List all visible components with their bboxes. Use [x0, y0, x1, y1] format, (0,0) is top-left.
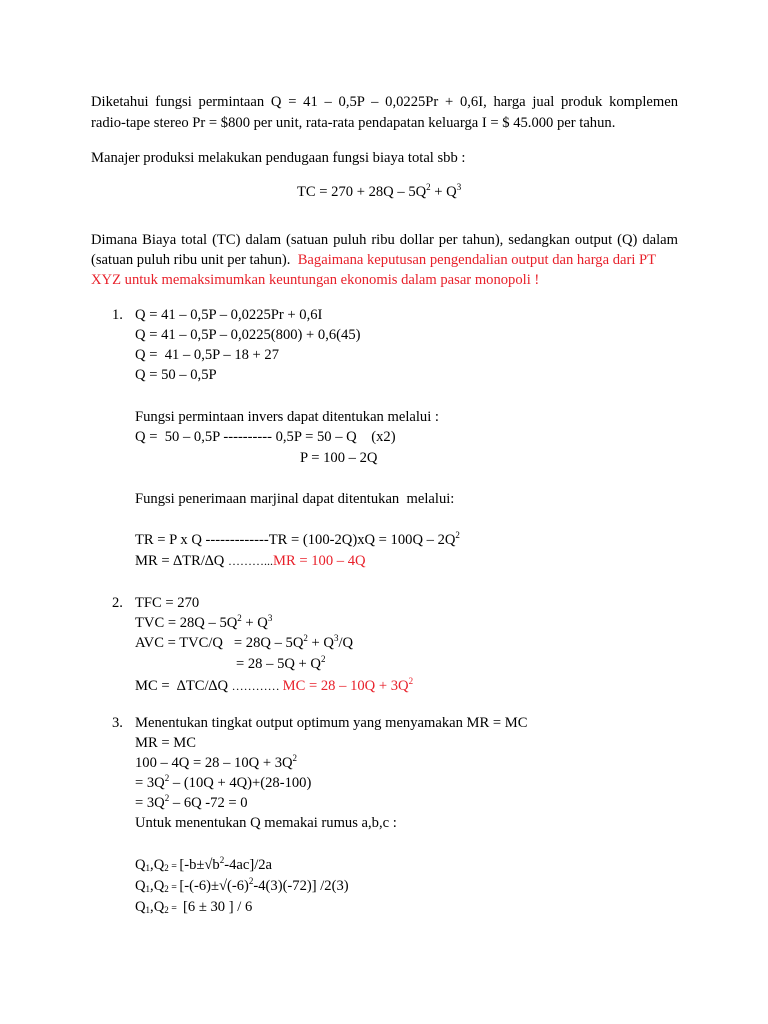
tvc-cube: 3 — [267, 613, 273, 623]
s3-line-3-text: 100 – 4Q = 28 – 10Q + 3Q — [135, 755, 293, 771]
f2-b: -4(3)(-72)] /2(3) — [253, 878, 349, 894]
f1-b: -4ac]/2a — [224, 857, 273, 873]
s3-line-4-square: 2 — [164, 773, 170, 783]
avc-text: AVC = TVC/Q = 28Q – 5Q — [135, 635, 304, 651]
avc-cube: 3 — [333, 633, 339, 643]
tr-square: 2 — [455, 530, 460, 540]
mc-result — [283, 678, 413, 694]
mr-result: MR = 100 – 4Q — [273, 553, 366, 569]
where-line-2-black: (satuan puluh ribu unit per tahun). — [91, 252, 291, 268]
tc-equation — [297, 182, 461, 202]
tc-mid: + Q — [430, 184, 457, 200]
s3-line-2: MR = MC — [135, 735, 196, 751]
tvc-mid: + Q — [241, 615, 268, 631]
mr-dots: ………... — [228, 554, 273, 568]
avc-line-2 — [236, 654, 325, 674]
f3-sub1: 1 — [145, 905, 151, 915]
avc-square: 2 — [303, 633, 308, 643]
tc-main: TC = 270 + 28Q – 5Q — [297, 184, 427, 200]
tc-cube: 3 — [456, 182, 462, 192]
s3-line-5-a: = 3Q — [135, 795, 165, 811]
f2-eq: = — [168, 882, 180, 893]
inverse-demand-line-2: P = 100 – 2Q — [300, 450, 378, 466]
f1-square: 2 — [219, 855, 225, 865]
s3-line-4-b: – (10Q + 4Q)+(28-100) — [169, 775, 312, 791]
f3-qmid: ,Q — [150, 899, 165, 915]
f2-q: Q — [135, 878, 146, 894]
tvc-text: TVC = 28Q – 5Q — [135, 615, 238, 631]
s3-line-1: Menentukan tingkat output optimum yang menyamakan MR = MC — [135, 715, 528, 731]
s3-line-5-b: – 6Q -72 = 0 — [169, 795, 248, 811]
intro-line-1: Diketahui fungsi permintaan Q = 41 – 0,5P – 0,0225Pr + 0,6I, harga jual produk komplemen — [91, 94, 678, 110]
f1-sub2: 2 — [164, 863, 169, 873]
section-1-number: 1. — [112, 307, 123, 323]
inverse-demand-line-1: Q = 50 – 0,5P ---------- 0,5P = 50 – Q (x2) — [135, 429, 396, 445]
avc2-text: = 28 – 5Q + Q — [236, 656, 321, 672]
avc2-square: 2 — [320, 654, 326, 664]
f1-a: [-b±√b — [179, 857, 220, 873]
s1-line-1: Q = 41 – 0,5P – 0,0225Pr + 0,6I — [135, 307, 323, 323]
f2-square: 2 — [248, 876, 254, 886]
s1-line-4: Q = 50 – 0,5P — [135, 367, 217, 383]
s3-line-3-square: 2 — [292, 753, 298, 763]
f1-qmid: ,Q — [150, 857, 165, 873]
tfc-line: TFC = 270 — [135, 595, 200, 611]
s3-line-5 — [135, 793, 248, 813]
where-line-2 — [91, 250, 656, 270]
tc-square: 2 — [426, 182, 431, 192]
mc-square: 2 — [408, 676, 414, 686]
s3-line-4 — [135, 773, 311, 793]
s1-line-2: Q = 41 – 0,5P – 0,0225(800) + 0,6(45) — [135, 327, 361, 343]
section-2-number: 2. — [112, 595, 123, 611]
question-red-2: XYZ untuk memaksimumkan keuntungan ekonomis dalam pasar monopoli ! — [91, 272, 540, 288]
inverse-demand-title: Fungsi permintaan invers dapat ditentukan melalui : — [135, 409, 439, 425]
f3-text: [6 ± 30 ] / 6 — [179, 899, 253, 915]
mc-result-text: MC = 28 – 10Q + 3Q — [282, 678, 409, 694]
avc-mid: + Q — [307, 635, 334, 651]
s3-line-6: Untuk menentukan Q memakai rumus a,b,c : — [135, 815, 397, 831]
question-red-1: Bagaimana keputusan pengendalian output dan harga dari PT — [297, 252, 657, 268]
section-3-number: 3. — [112, 715, 123, 731]
f1-q: Q — [135, 857, 146, 873]
f3-sub2: 2 — [164, 905, 169, 915]
where-line-1: Dimana Biaya total (TC) dalam (satuan puluh ribu dollar per tahun), sedangkan output (Q) dalam — [91, 232, 678, 248]
marginal-revenue-title: Fungsi penerimaan marjinal dapat ditentukan melalui: — [135, 491, 455, 507]
mc-line — [135, 676, 413, 696]
mr-text: MR = ∆TR/∆Q — [135, 553, 228, 569]
s3-line-3 — [135, 753, 297, 773]
tvc-line — [135, 613, 272, 633]
f3-eq: = — [168, 903, 180, 914]
f1-eq: = — [168, 861, 180, 872]
f2-qmid: ,Q — [150, 878, 165, 894]
tvc-square: 2 — [237, 613, 242, 623]
formula-line-3 — [135, 897, 252, 919]
f2-a: [-(-6)±√(-6) — [179, 878, 249, 894]
s3-line-4-a: = 3Q — [135, 775, 165, 791]
avc-end: /Q — [338, 635, 354, 651]
mc-dots: ………… — [231, 679, 283, 693]
manager-statement: Manajer produksi melakukan pendugaan fungsi biaya total sbb : — [91, 150, 466, 166]
s1-line-3: Q = 41 – 0,5P – 18 + 27 — [135, 347, 280, 363]
mc-text: MC = ∆TC/∆Q — [135, 678, 232, 694]
f3-q: Q — [135, 899, 146, 915]
tr-line — [135, 530, 460, 550]
tr-text: TR = P x Q -------------TR = (100-2Q)xQ = 100Q – 2Q — [135, 532, 456, 548]
f2-sub2: 2 — [164, 884, 169, 894]
f2-sub1: 1 — [145, 884, 151, 894]
formula-line-2 — [135, 876, 349, 898]
s3-line-5-square: 2 — [164, 793, 170, 803]
formula-line-1 — [135, 855, 272, 877]
avc-line — [135, 633, 353, 653]
intro-line-2: radio-tape stereo Pr = $800 per unit, rata-rata pendapatan keluarga I = $ 45.000 per tahun. — [91, 115, 616, 131]
mr-line — [135, 551, 366, 571]
f1-sub1: 1 — [145, 863, 151, 873]
